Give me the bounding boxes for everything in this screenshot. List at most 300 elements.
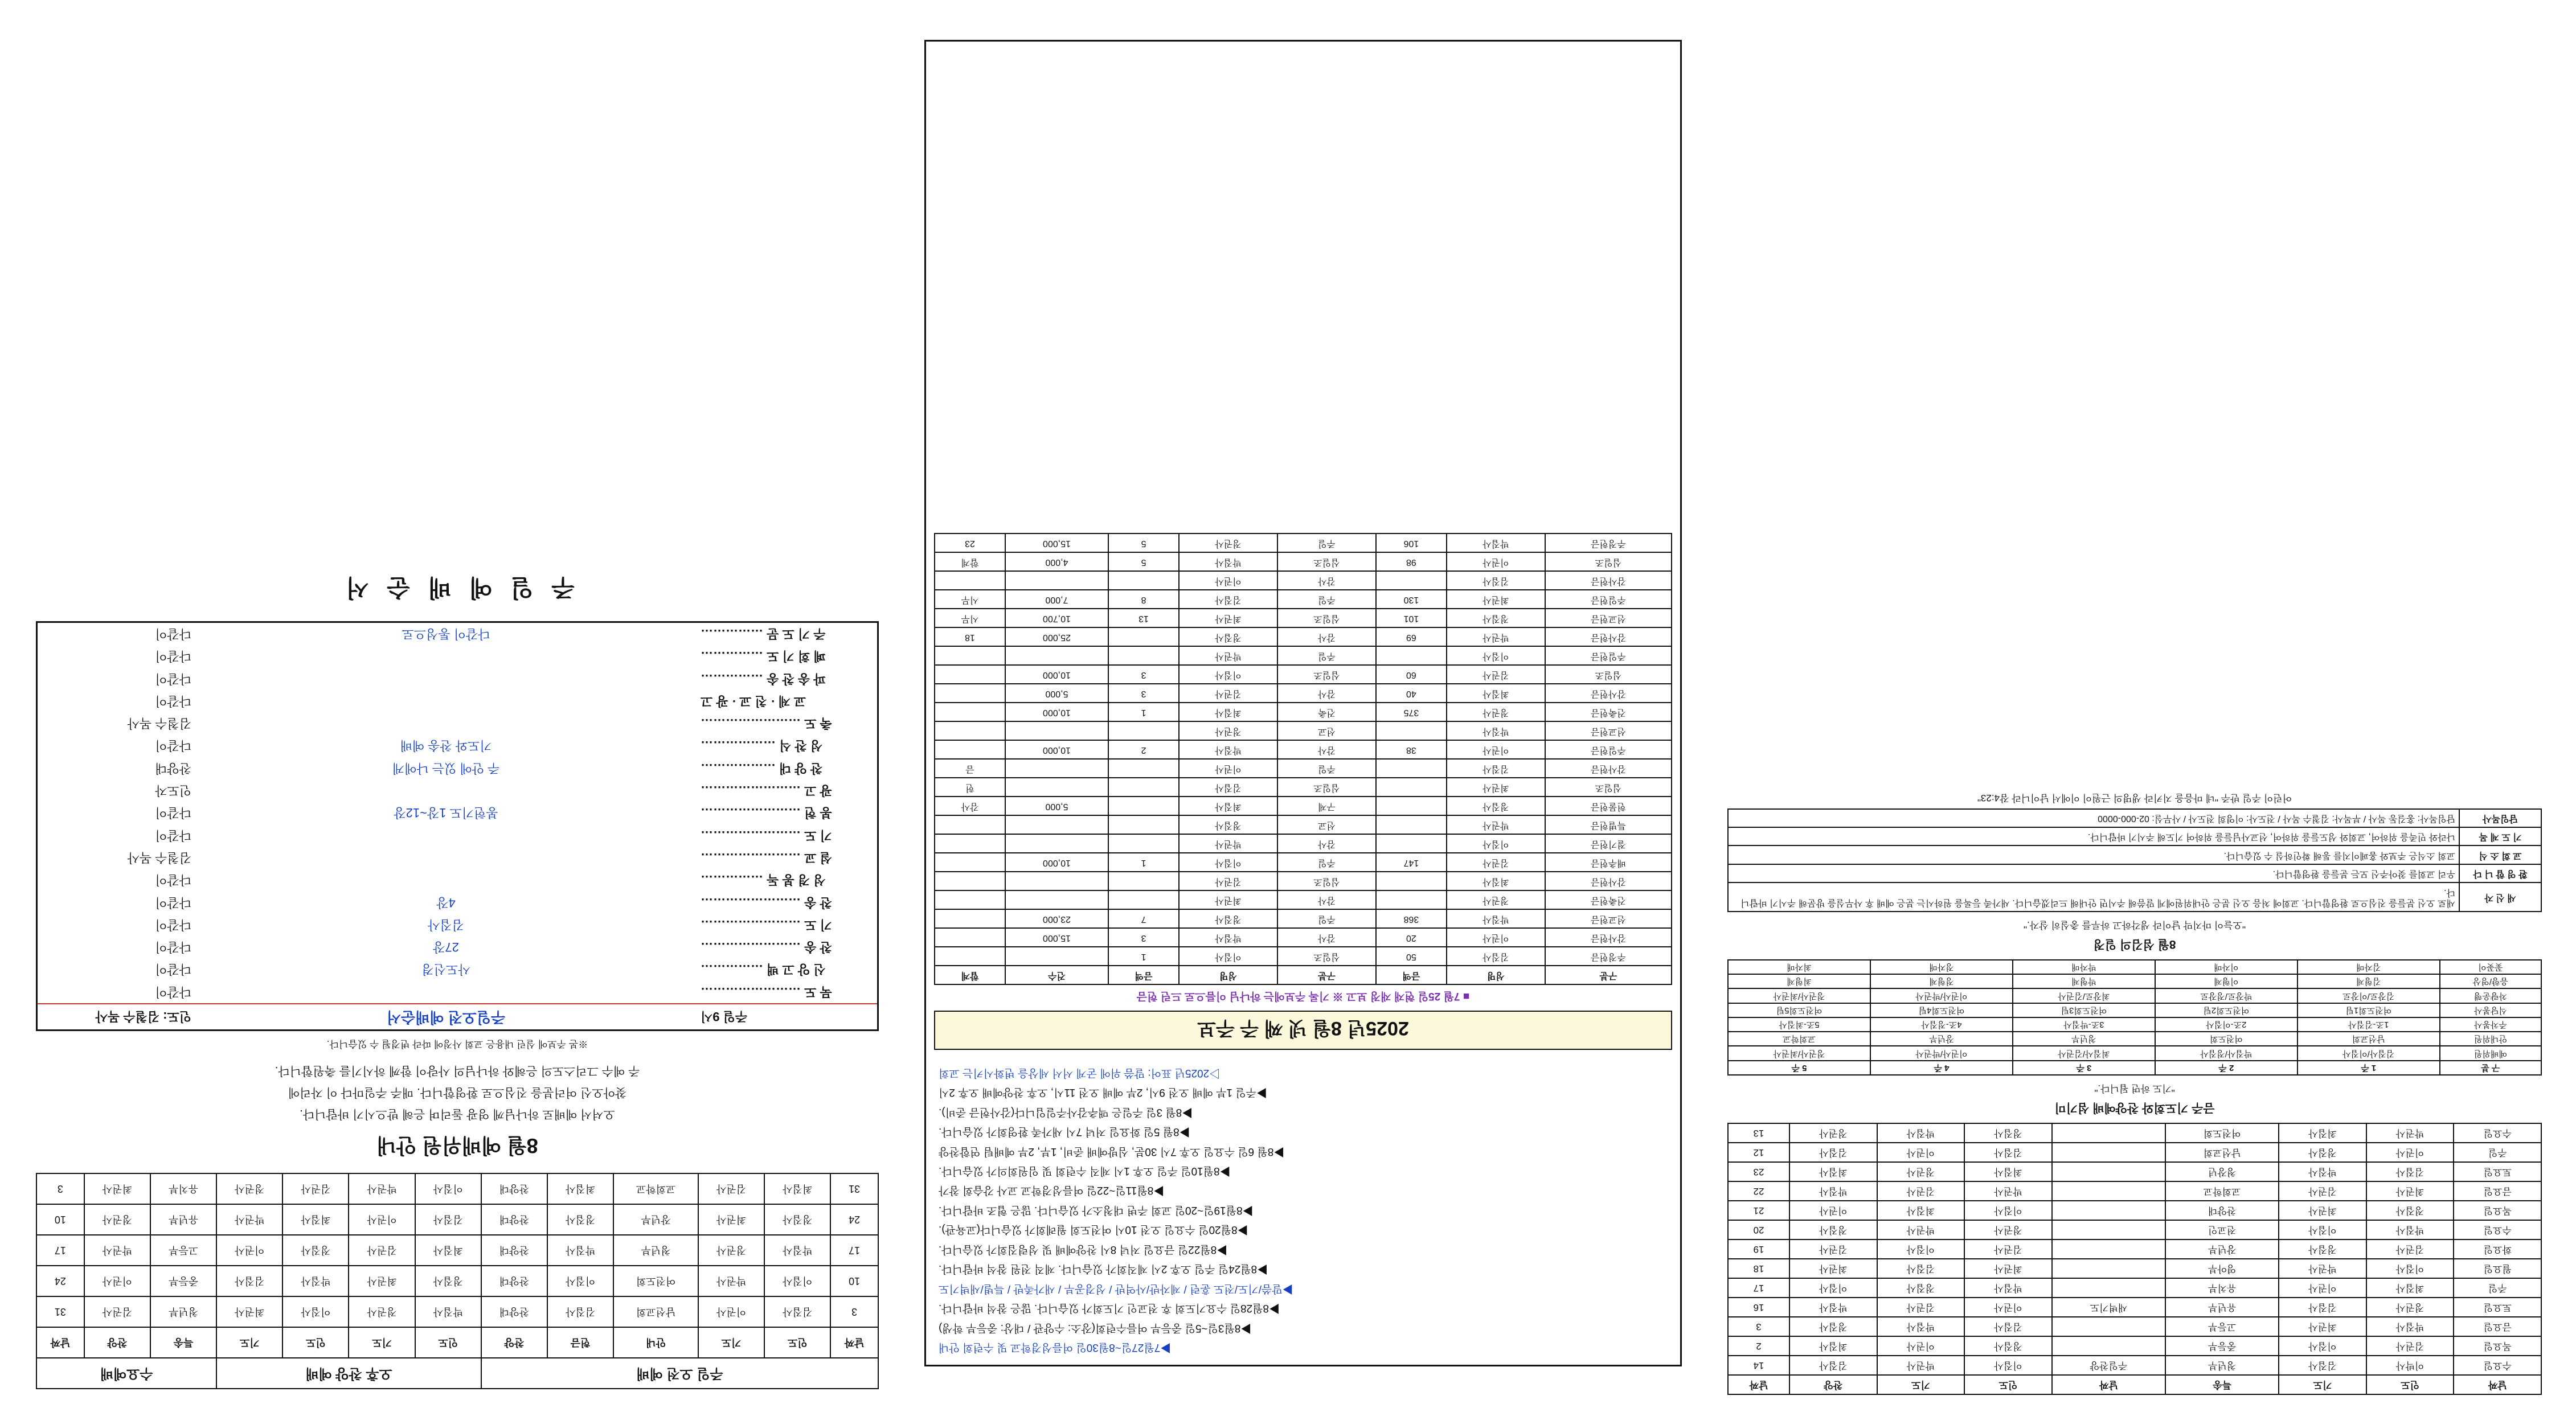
order-row xyxy=(37,802,878,824)
finance-cell-0: 선교헌금 xyxy=(1545,909,1672,928)
schedule-note: "기도 하면 됩니다." xyxy=(2094,1083,2175,1094)
duty-cell-4: 정형제 xyxy=(1870,974,2013,988)
aug-row xyxy=(36,1266,878,1296)
announcements-list xyxy=(934,1053,1672,1359)
schedule-row xyxy=(1728,1278,2541,1298)
finance-cell-3: 주일 xyxy=(1277,533,1376,552)
duty-cell-5: 교회학교 xyxy=(1728,1032,1870,1046)
aug-row xyxy=(36,1204,878,1235)
duty-cell-0: 꽃꽂이 xyxy=(2440,960,2541,974)
schedule-cell-5: 김집사 xyxy=(1964,1317,2052,1336)
newcomer-row xyxy=(1728,845,2541,864)
schedule-cell-1: 박집사 xyxy=(2366,1220,2454,1239)
finance-cell-0: 선교헌금 xyxy=(1545,721,1672,740)
aug-cell-3: 남선교회 xyxy=(613,1296,698,1327)
finance-cell-3: 감사 xyxy=(1277,684,1376,703)
finance-cell-5: 13 xyxy=(1108,609,1179,627)
aug-cell-9: 김집사 xyxy=(216,1266,282,1296)
finance-cell-4: 박집사 xyxy=(1179,552,1277,571)
announcement-item: ▶8월20일 수요일 오전 10시 여전도회 월례회가 있습니다(교육관). xyxy=(939,1224,1248,1236)
finance-cell-5 xyxy=(1108,646,1179,665)
finance-cell-3: 감사 xyxy=(1277,740,1376,759)
finance-cell-2: 106 xyxy=(1376,533,1447,552)
aug-cell-11: 정권사 xyxy=(84,1204,150,1235)
welcome-line: 찾아오신 여러분을 진심으로 환영합니다. 매주 주일마다 이 자리에 xyxy=(288,1086,627,1099)
aug-cell-0: 3 xyxy=(830,1296,878,1327)
finance-row xyxy=(935,571,1672,590)
finance-cell-7 xyxy=(935,890,1005,909)
order-detail xyxy=(197,667,695,689)
order-item: 기 도 …………………… xyxy=(701,828,832,843)
order-row xyxy=(37,891,878,913)
finance-cell-6: 10,000 xyxy=(1005,665,1108,684)
announcement-item: ▶8월24일 주일 오후 2시 제직회가 있습니다. 제직 전원 참석 바랍니다. xyxy=(939,1263,1268,1275)
finance-cell-2: 40 xyxy=(1376,684,1447,703)
finance-cell-7: 감사 xyxy=(935,797,1005,815)
finance-cell-5: 1 xyxy=(1108,703,1179,721)
finance-row xyxy=(935,721,1672,740)
order-item: 기 도 …………………… xyxy=(701,917,832,932)
finance-cell-5 xyxy=(1108,627,1179,646)
schedule-cell-6: 이권사 xyxy=(1877,1336,1965,1356)
finance-cell-4: 김집사 xyxy=(1179,590,1277,609)
aug-sub-header-cell-1: 인도 xyxy=(764,1327,830,1358)
aug-cell-6: 박집사 xyxy=(415,1296,481,1327)
finance-cell-1: 김집사 xyxy=(1447,759,1545,778)
order-row xyxy=(37,958,878,980)
aug-sub-header-cell-11: 찬양 xyxy=(84,1327,150,1358)
schedule-header-cell-7: 찬양 xyxy=(1789,1375,1877,1394)
duty-cell-0: 예배위원 xyxy=(2440,1046,2541,1061)
finance-header-cell-2: 금액 xyxy=(1376,966,1447,984)
schedule-cell-1: 정집사 xyxy=(2366,1201,2454,1220)
order-leader: 다같이 xyxy=(155,940,191,955)
order-detail: 27장 xyxy=(433,940,459,955)
finance-cell-0: 선교헌금 xyxy=(1545,609,1672,627)
finance-cell-6 xyxy=(1005,571,1108,590)
aug-sub-header-cell-5: 찬양 xyxy=(481,1327,547,1358)
duty-cell-4: 이권사/박권사 xyxy=(1870,989,2013,1003)
finance-cell-4: 정권사 xyxy=(1179,533,1277,552)
finance-cell-7 xyxy=(935,928,1005,947)
finance-row xyxy=(935,665,1672,684)
duty-cell-1: 김장로/이장로 xyxy=(2297,989,2440,1003)
aug-sub-header-cell-6: 인도 xyxy=(415,1327,481,1358)
duty-cell-1: 김집사/이집사 xyxy=(2297,1046,2440,1061)
finance-cell-2: 147 xyxy=(1376,853,1447,872)
schedule-cell-1: 최집사 xyxy=(2366,1278,2454,1298)
duty-cell-4: 장년부 xyxy=(1870,1032,2013,1046)
duty-cell-2: 여전도회2팀 xyxy=(2155,1003,2297,1017)
finance-row xyxy=(935,778,1672,797)
finance-cell-4: 이집사 xyxy=(1179,853,1277,872)
aug-cell-12: 31 xyxy=(36,1296,84,1327)
finance-cell-1: 박권사 xyxy=(1447,815,1545,834)
schedule-cell-1: 김권사 xyxy=(2366,1239,2454,1259)
finance-cell-6: 10,000 xyxy=(1005,703,1108,721)
finance-cell-4: 이권사 xyxy=(1179,571,1277,590)
finance-cell-1: 김집사 xyxy=(1447,571,1545,590)
order-item: 설 교 …………………… xyxy=(701,850,832,865)
duty-cell-2: 2조-이집사 xyxy=(2155,1017,2297,1032)
schedule-cell-6: 박집사 xyxy=(1877,1123,1965,1143)
order-subhead-right: 인도: 김철수 목사 xyxy=(37,1004,198,1030)
newcomer-label: 교 회 소 식 xyxy=(2459,845,2541,864)
schedule-cell-3: 청년부 xyxy=(2165,1356,2279,1375)
finance-row xyxy=(935,740,1672,759)
finance-cell-2: 50 xyxy=(1376,947,1447,966)
newcomer-label: 새 신 자 xyxy=(2459,882,2541,912)
schedule-cell-2: 정집사 xyxy=(2279,1143,2366,1162)
finance-header-cell-7: 합계 xyxy=(935,966,1005,984)
schedule-cell-0: 토요일 xyxy=(2454,1162,2541,1181)
duty-cell-5: 최자매 xyxy=(1728,960,1870,974)
schedule-cell-2: 박집사 xyxy=(2279,1162,2366,1181)
finance-cell-0: 절기헌금 xyxy=(1545,834,1672,853)
schedule-cell-8: 20 xyxy=(1728,1220,1789,1239)
aug-cell-11: 이권사 xyxy=(84,1266,150,1296)
finance-cell-3: 십일조 xyxy=(1277,552,1376,571)
finance-cell-0: 주일헌금 xyxy=(1545,646,1672,665)
schedule-cell-1: 최권사 xyxy=(2366,1181,2454,1201)
aug-cell-5: 찬양대 xyxy=(481,1204,547,1235)
announcement-item: ▶8월19일~20일 교회 주변 대청소가 있습니다. 많은 협조 바랍니다. xyxy=(939,1204,1254,1216)
order-detail xyxy=(197,824,695,846)
finance-cell-0: 주정헌금 xyxy=(1545,947,1672,966)
aug-cell-1: 김집사 xyxy=(764,1296,830,1327)
schedule-header-cell-3: 특송 xyxy=(2165,1375,2279,1394)
aug-cell-12: 24 xyxy=(36,1266,84,1296)
aug-cell-2: 김권사 xyxy=(698,1173,764,1204)
finance-cell-6: 4,000 xyxy=(1005,552,1108,571)
schedule-cell-4 xyxy=(2052,1143,2165,1162)
newcomer-text: 교회 소식은 주보와 홈페이지를 통해 확인하실 수 있습니다. xyxy=(1728,845,2459,864)
finance-row xyxy=(935,872,1672,890)
duty-cell-1: 김형제 xyxy=(2297,974,2440,988)
aug-cell-1: 최집사 xyxy=(764,1173,830,1204)
finance-cell-5: 2 xyxy=(1108,740,1179,759)
finance-cell-6 xyxy=(1005,890,1108,909)
finance-cell-3: 감사 xyxy=(1277,928,1376,947)
finance-header-cell-5: 금액 xyxy=(1108,966,1179,984)
order-leader: 다같이 xyxy=(155,984,191,999)
order-detail: 김집사 xyxy=(428,917,464,932)
finance-cell-7 xyxy=(935,703,1005,721)
aug-sub-header-cell-7: 기도 xyxy=(349,1327,415,1358)
aug-cell-11: 박권사 xyxy=(84,1235,150,1266)
duty-cell-3: 3조-박집사 xyxy=(2013,1017,2155,1032)
schedule-cell-0: 주일 xyxy=(2454,1278,2541,1298)
center-column xyxy=(924,40,1682,1366)
duty-cell-1: 남선교회 xyxy=(2297,1032,2440,1046)
finance-cell-7: 시무 xyxy=(935,590,1005,609)
schedule-header-cell-0: 날짜 xyxy=(2454,1375,2541,1394)
finance-cell-2 xyxy=(1376,778,1447,797)
duty-cell-0: 음향/영상 xyxy=(2440,974,2541,988)
finance-header: ■ 7월 25일 현재 재정 보고 ※ 기록 주보에는 하나님 이름으로 드린 헌금 xyxy=(1136,990,1470,1003)
schedule-cell-8: 17 xyxy=(1728,1278,1789,1298)
finance-cell-5 xyxy=(1108,778,1179,797)
order-leader: 다같이 xyxy=(155,693,191,708)
finance-row xyxy=(935,797,1672,815)
order-item: 찬 송 …………………… xyxy=(701,940,832,955)
aug-cell-12: 10 xyxy=(36,1204,84,1235)
order-subhead-mid: 주일오전 예배순서 xyxy=(197,1004,695,1030)
finance-cell-0: 헌물헌금 xyxy=(1545,797,1672,815)
finance-cell-4: 박권사 xyxy=(1179,646,1277,665)
right-column xyxy=(36,34,879,1389)
schedule-cell-4: 주일찬양 xyxy=(2052,1356,2165,1375)
finance-cell-3: 구제 xyxy=(1277,797,1376,815)
finance-cell-0: 감사헌금 xyxy=(1545,684,1672,703)
duty-row xyxy=(1728,1032,2541,1046)
order-detail xyxy=(197,712,695,734)
aug-cell-2: 박권사 xyxy=(698,1266,764,1296)
schedule-cell-1: 이박사 xyxy=(2366,1356,2454,1375)
schedule-cell-3: 장년부 xyxy=(2165,1239,2279,1259)
duty-cell-4: 4 주 xyxy=(1870,1061,2013,1075)
order-item: 묵 도 …………………… xyxy=(701,984,832,999)
finance-cell-1: 이권사 xyxy=(1447,552,1545,571)
schedule-row xyxy=(1728,1239,2541,1259)
aug-cell-8: 이집사 xyxy=(282,1296,349,1327)
schedule-cell-7: 정집사 xyxy=(1789,1220,1877,1239)
schedule-cell-1: 김집사 xyxy=(2366,1162,2454,1181)
schedule-cell-0: 수요일 xyxy=(2454,1123,2541,1143)
schedule-cell-4 xyxy=(2052,1162,2165,1181)
finance-cell-2: 130 xyxy=(1376,590,1447,609)
finance-row xyxy=(935,552,1672,571)
finance-cell-4: 최집사 xyxy=(1179,703,1277,721)
order-item: 찬 양 대 ……………… xyxy=(701,761,823,775)
finance-cell-4: 이권사 xyxy=(1179,759,1277,778)
schedule-cell-0: 화요일 xyxy=(2454,1239,2541,1259)
order-detail: 주 안에 있는 나에게 xyxy=(392,761,500,775)
schedule-row xyxy=(1728,1220,2541,1239)
finance-cell-5 xyxy=(1108,759,1179,778)
order-leader: 다같이 xyxy=(155,828,191,843)
aug-cell-2: 최권사 xyxy=(698,1204,764,1235)
finance-cell-7: 합계 xyxy=(935,552,1005,571)
finance-cell-7: 23 xyxy=(935,533,1005,552)
finance-row xyxy=(935,703,1672,721)
order-detail: 기도와 찬송 예배 xyxy=(400,738,492,753)
aug-cell-1: 박집사 xyxy=(764,1235,830,1266)
finance-row xyxy=(935,627,1672,646)
finance-cell-6: 5,000 xyxy=(1005,684,1108,703)
schedule-cell-7: 박집사 xyxy=(1789,1298,1877,1317)
aug-sub-header-cell-12: 날짜 xyxy=(36,1327,84,1358)
aug-cell-4: 김집사 xyxy=(547,1296,613,1327)
order-detail: 다같이 통성으로 xyxy=(402,626,490,641)
schedule-cell-4 xyxy=(2052,1336,2165,1356)
finance-cell-0: 감사헌금 xyxy=(1545,928,1672,947)
duty-cell-0: 구 분 xyxy=(2440,1061,2541,1075)
newcomer-text: 담임목사: 홍길동 목사 / 부목사: 김철수 목사 / 전도사: 이영희 전도사 / 사무실: 02-000-0000 xyxy=(1728,809,2459,827)
schedule-cell-3: 영아부 xyxy=(2165,1259,2279,1278)
aug-cell-7: 이권사 xyxy=(349,1204,415,1235)
finance-row xyxy=(935,890,1672,909)
finance-cell-4: 최집사 xyxy=(1179,797,1277,815)
finance-cell-0: 주정헌금 xyxy=(1545,533,1672,552)
finance-cell-3: 십일조 xyxy=(1277,665,1376,684)
schedule-row xyxy=(1728,1123,2541,1143)
schedule-row xyxy=(1728,1181,2541,1201)
aug-cell-2: 정권사 xyxy=(698,1235,764,1266)
announcement-item: ▶말씀/기도/전도 훈련 / 제자반/사역반 / 성경공부 / 새가족반 / 특별/새벽기도 xyxy=(939,1282,1293,1295)
worship-order-table xyxy=(36,621,879,1031)
duty-cell-3: 최장로/김권사 xyxy=(2013,989,2155,1003)
finance-header-cell-6: 건수 xyxy=(1005,966,1108,984)
welcome-message xyxy=(36,1060,879,1124)
order-row xyxy=(37,712,878,734)
schedule-cell-7: 이권사 xyxy=(1789,1201,1877,1220)
schedule-header-row xyxy=(1728,1375,2541,1394)
duty-cell-0: 안내위원 xyxy=(2440,1032,2541,1046)
schedule-cell-5: 정집사 xyxy=(1964,1123,2052,1143)
schedule-cell-8: 19 xyxy=(1728,1239,1789,1259)
schedule-cell-5: 박집사 xyxy=(1964,1278,2052,1298)
schedule-cell-5: 이집사 xyxy=(1964,1201,2052,1220)
order-row xyxy=(37,645,878,667)
finance-cell-3: 주일 xyxy=(1277,853,1376,872)
duty-cell-1: 1 주 xyxy=(2297,1061,2440,1075)
order-row xyxy=(37,824,878,846)
finance-cell-0: 십일조 xyxy=(1545,552,1672,571)
finance-cell-6 xyxy=(1005,759,1108,778)
duty-cell-2: 이형제 xyxy=(2155,974,2297,988)
duty-cell-5: 최형제 xyxy=(1728,974,1870,988)
schedule-cell-5: 박권사 xyxy=(1964,1181,2052,1201)
order-item: 축 도 …………………… xyxy=(701,716,832,731)
order-leader: 다같이 xyxy=(155,626,191,641)
aug-cell-3: 여전도회 xyxy=(613,1266,698,1296)
schedule-row xyxy=(1728,1336,2541,1356)
finance-row xyxy=(935,853,1672,872)
aug-cell-8: 박집사 xyxy=(282,1266,349,1296)
order-leader: 다같이 xyxy=(155,962,191,977)
schedule-cell-2: 최집사 xyxy=(2279,1123,2366,1143)
aug-cell-10: 유년부 xyxy=(150,1204,216,1235)
duty-row xyxy=(1728,974,2541,988)
schedule-cell-5: 김집사 xyxy=(1964,1143,2052,1162)
aug-cell-0: 24 xyxy=(830,1204,878,1235)
order-leader: 다같이 xyxy=(155,806,191,820)
finance-cell-6 xyxy=(1005,646,1108,665)
order-row xyxy=(37,622,878,645)
finance-cell-1: 최집사 xyxy=(1447,684,1545,703)
schedule-row xyxy=(1728,1356,2541,1375)
finance-cell-2 xyxy=(1376,646,1447,665)
finance-cell-7 xyxy=(935,571,1005,590)
aug-cell-4: 박집사 xyxy=(547,1235,613,1266)
order-row xyxy=(37,667,878,689)
order-item: 광 고 …………………… xyxy=(701,783,832,798)
duty-cell-4: 이권사/박권사 xyxy=(1870,1046,2013,1061)
order-item: 신 앙 고 백 …………… xyxy=(701,962,826,977)
duty-cell-3: 여전도회3팀 xyxy=(2013,1003,2155,1017)
announcement-item: ▶8월 5일 화요일 저녁 7시 새가족 환영회가 있습니다. xyxy=(939,1126,1190,1138)
finance-cell-3: 십일조 xyxy=(1277,947,1376,966)
aug-cell-9: 박권사 xyxy=(216,1204,282,1235)
schedule-cell-3: 고등부 xyxy=(2165,1317,2279,1336)
finance-cell-1: 김권사 xyxy=(1447,665,1545,684)
order-item: 교 제 · 친 교 · 광 고 xyxy=(701,693,806,708)
order-leader: 다같이 xyxy=(155,873,191,888)
schedule-cell-5: 이집사 xyxy=(1964,1356,2052,1375)
finance-cell-5: 1 xyxy=(1108,853,1179,872)
finance-cell-1: 이집사 xyxy=(1447,646,1545,665)
newcomer-row xyxy=(1728,809,2541,827)
aug-cell-6: 이집사 xyxy=(415,1173,481,1204)
duty-cell-3: 박자매 xyxy=(2013,960,2155,974)
aug-row xyxy=(36,1296,878,1327)
aug-cell-1: 이집사 xyxy=(764,1266,830,1296)
schedule-cell-0: 금요일 xyxy=(2454,1181,2541,1201)
aug-group-header: 수요예배 xyxy=(36,1358,216,1389)
finance-cell-2 xyxy=(1376,872,1447,890)
aug-cell-5: 찬양대 xyxy=(481,1266,547,1296)
schedule-cell-2: 최권사 xyxy=(2279,1317,2366,1336)
schedule-cell-4 xyxy=(2052,1123,2165,1143)
finance-cell-2: 375 xyxy=(1376,703,1447,721)
finance-cell-1: 이권사 xyxy=(1447,928,1545,947)
aug-cell-12: 17 xyxy=(36,1235,84,1266)
finance-cell-6: 15,000 xyxy=(1005,928,1108,947)
schedule-cell-5: 최권사 xyxy=(1964,1259,2052,1278)
duty-cell-4: 여전도회4팀 xyxy=(1870,1003,2013,1017)
aug-sub-header-cell-10: 특송 xyxy=(150,1327,216,1358)
schedule-cell-6: 김권사 xyxy=(1877,1298,1965,1317)
aug-cell-3: 청년부 xyxy=(613,1235,698,1266)
august-worship-committee-table xyxy=(36,1173,879,1389)
finance-cell-5: 3 xyxy=(1108,684,1179,703)
aug-sub-header-cell-2: 기도 xyxy=(698,1327,764,1358)
finance-cell-2: 60 xyxy=(1376,665,1447,684)
finance-cell-1: 김집사 xyxy=(1447,947,1545,966)
finance-cell-0: 주일헌금 xyxy=(1545,740,1672,759)
finance-cell-3: 건축 xyxy=(1277,703,1376,721)
order-row xyxy=(37,869,878,891)
aug-cell-0: 31 xyxy=(830,1173,878,1204)
schedule-cell-0: 금요일 xyxy=(2454,1317,2541,1336)
schedule-cell-7: 이집사 xyxy=(1789,1278,1877,1298)
finance-cell-5: 3 xyxy=(1108,928,1179,947)
order-leader: 김철수 목사 xyxy=(127,716,191,731)
duty-cell-2: 2 주 xyxy=(2155,1061,2297,1075)
finance-cell-7: 금 xyxy=(935,759,1005,778)
finance-cell-0: 감사헌금 xyxy=(1545,872,1672,890)
newcomer-text: 나라와 민족을 위하여, 교회와 성도들을 위하여, 선교사님들을 위하여 기도해 주시기 바랍니다. xyxy=(1728,827,2459,845)
duty-cell-2: 박장로/정장로 xyxy=(2155,989,2297,1003)
schedule-cell-8: 22 xyxy=(1728,1181,1789,1201)
aug-row xyxy=(36,1235,878,1266)
schedule-cell-6: 김권사 xyxy=(1877,1181,1965,1201)
schedule-cell-8: 16 xyxy=(1728,1298,1789,1317)
august-duty-table xyxy=(1727,959,2542,1076)
order-detail xyxy=(197,690,695,712)
schedule-cell-6: 정권사 xyxy=(1877,1162,1965,1181)
aug-cell-8: 김권사 xyxy=(282,1173,349,1204)
aug-cell-5: 찬양대 xyxy=(481,1235,547,1266)
newcomer-row xyxy=(1728,864,2541,882)
aug-cell-4: 이집사 xyxy=(547,1266,613,1296)
announcement-item: ▶주일 1부 예배 오전 9시, 2부 예배 오전 11시, 오후 찬양예배 오후 2시 xyxy=(939,1086,1268,1099)
duty-cell-3: 청년부 xyxy=(2013,1032,2155,1046)
schedule-cell-7: 김권사 xyxy=(1789,1239,1877,1259)
finance-header-cell-4: 성명 xyxy=(1179,966,1277,984)
announcement-item: ▶8월11일~22일 여름성경학교 교사 강습회 참가 xyxy=(939,1184,1165,1197)
